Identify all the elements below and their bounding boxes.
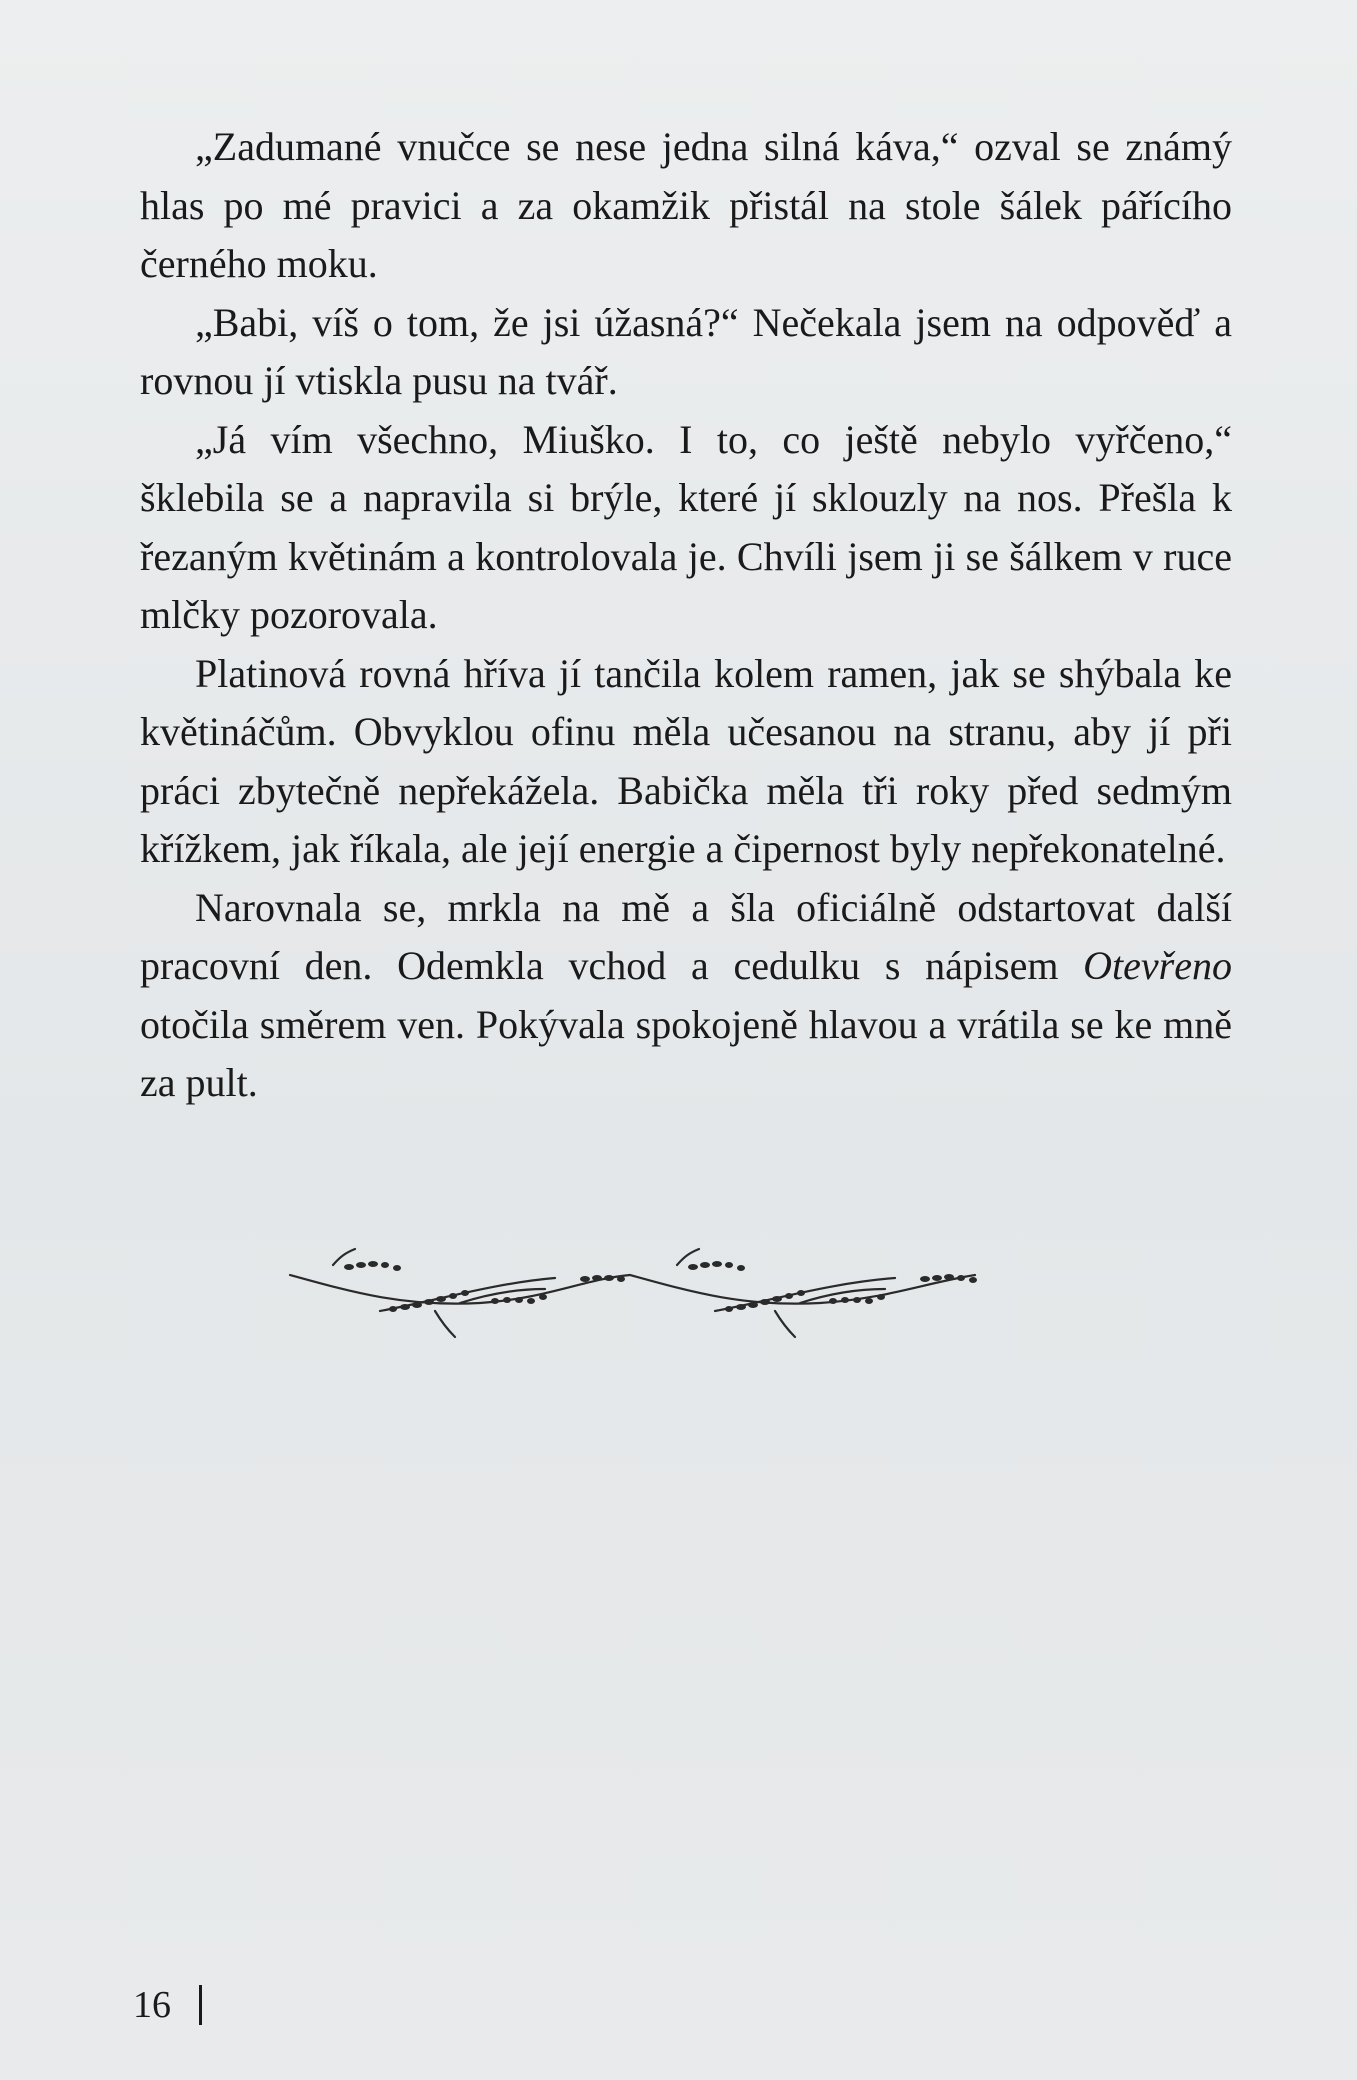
- paragraph: [140, 879, 1232, 1113]
- paragraph-text: „Já vím všechno, Miuško. I to, co ještě nebylo vyřčeno,“ šklebila se a napravila si brýle, které jí sklouzly na nos. Přešla k řezaným květinám a kontrolovala je. Chvíli jsem ji se šálkem v ruce mlčky pozorovala.: [140, 416, 1232, 637]
- paragraph-text: Platinová rovná hříva jí tančila kolem ramen, jak se shýbala ke květináčům. Obvyklou ofinu měla učesanou na stranu, aby jí při práci zbytečně nepřekážela. Babička měla tři roky před sedmým křížkem, jak říkala, ale její energie a čipernost byly nepřekonatelné.: [140, 650, 1232, 871]
- paragraph-text: „Babi, víš o tom, že jsi úžasná?“ Nečekala jsem na odpověď a rovnou jí vtiskla pusu na tvář.: [140, 299, 1232, 403]
- lavender-sprig-divider-icon: [285, 1245, 1030, 1345]
- folio-divider: [199, 1985, 202, 2025]
- sign-text-emphasis: Otevřeno: [1083, 943, 1232, 988]
- body-text: [140, 118, 1232, 1113]
- page-footer: [133, 1983, 202, 2027]
- paragraph-text: „Zadumané vnučce se nese jedna silná káva,“ ozval se známý hlas po mé pravici a za okamžik přistál na stole šálek pářícího černého moku.: [140, 124, 1232, 286]
- paragraph: [140, 645, 1232, 879]
- page-number: 16: [133, 1984, 171, 2026]
- paragraph: [140, 294, 1232, 411]
- paragraph-text-continued: otočila směrem ven. Pokývala spokojeně hlavou a vrátila se ke mně za pult.: [140, 1001, 1232, 1105]
- paragraph: [140, 411, 1232, 645]
- paragraph-text: Narovnala se, mrkla na mě a šla oficiálně odstartovat další pracovní den. Odemkla vchod a cedulku s nápisem: [140, 884, 1232, 988]
- paragraph: [140, 118, 1232, 294]
